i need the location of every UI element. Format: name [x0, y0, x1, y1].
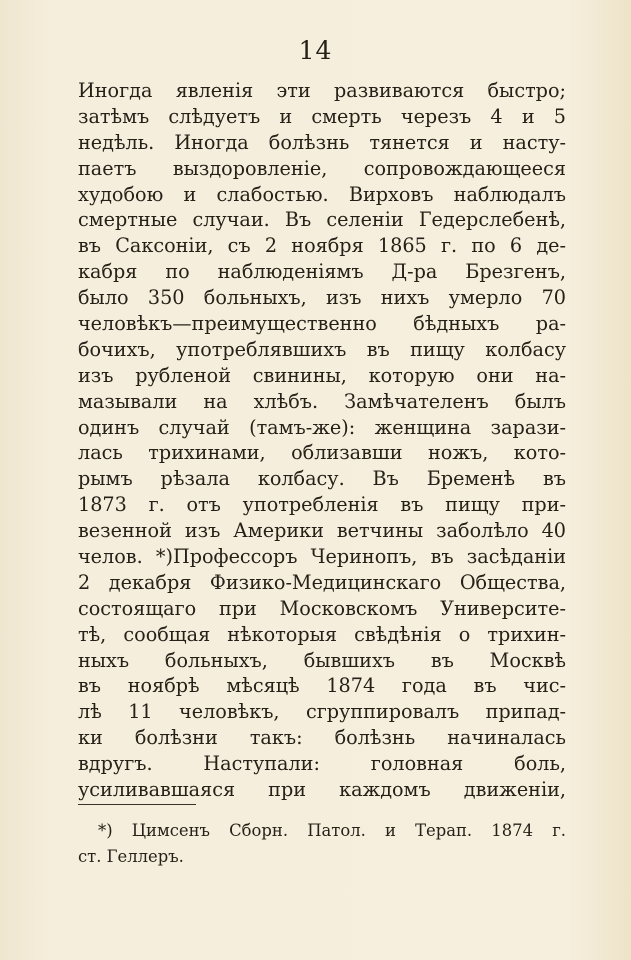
- text-line: везенной изъ Америки ветчины заболѣло 40: [78, 519, 566, 543]
- text-line: ки болѣзни такъ: болѣзнь начиналась: [78, 726, 566, 750]
- text-line: челов. *)Профессоръ Черинопъ, въ засѣданіи: [78, 545, 566, 569]
- footnote-line: ст. Геллеръ.: [78, 847, 184, 866]
- text-line: усиливавшаяся при каждомъ движеніи,: [78, 778, 566, 802]
- footnote: [78, 818, 566, 870]
- text-line: Иногда явленія эти развиваются быстро;: [78, 79, 566, 102]
- text-line: смертные случаи. Въ селеніи Гедерслебенѣ,: [78, 208, 566, 232]
- text-line: ныхъ больныхъ, бывшихъ въ Москвѣ: [78, 648, 566, 672]
- text-line: состоящаго при Московскомъ Университе-: [78, 596, 566, 620]
- text-line: одинъ случай (тамъ-же): женщина зарази-: [78, 415, 566, 439]
- text-line: затѣмъ слѣдуетъ и смерть черезъ 4 и 5: [78, 104, 566, 128]
- text-line: изъ рубленой свинины, которую они на-: [78, 363, 566, 387]
- text-line: кабря по наблюденіямъ Д-ра Брезгенъ,: [78, 260, 566, 284]
- text-line: 2 декабря Физико-Медицинскаго Общества,: [78, 570, 566, 594]
- text-line: 1873 г. отъ употребленія въ пищу при-: [78, 493, 566, 517]
- text-line: въ ноябрѣ мѣсяцѣ 1874 года въ чис-: [78, 674, 566, 698]
- text-line: въ Саксоніи, съ 2 ноября 1865 г. по 6 де-: [78, 234, 566, 258]
- page-number: 14: [298, 36, 333, 65]
- text-line: паетъ выздоровленіе, сопровождающееся: [78, 156, 566, 180]
- text-line: лѣ 11 человѣкъ, сгруппировалъ припад-: [78, 700, 566, 724]
- text-line: тѣ, сообщая нѣкоторыя свѣдѣнія о трихин-: [78, 622, 566, 646]
- text-line: вдругъ. Наступали: головная боль,: [78, 752, 566, 776]
- text-line: мазывали на хлѣбъ. Замѣчателенъ былъ: [78, 389, 566, 413]
- text-line: худобою и слабостью. Вирховъ наблюдалъ: [78, 182, 566, 206]
- text-line: рымъ рѣзала колбасу. Въ Бременѣ въ: [78, 467, 566, 491]
- text-line: лась трихинами, облизавши ножъ, кото-: [78, 441, 566, 465]
- footnote-line: *) Цимсенъ Сборн. Патол. и Терап. 1874 г.: [98, 821, 566, 840]
- body-text: [78, 78, 566, 803]
- text-line: человѣкъ—преимущественно бѣдныхъ ра-: [78, 312, 566, 336]
- text-line: недѣль. Иногда болѣзнь тянется и насту-: [78, 130, 566, 154]
- text-line: было 350 больныхъ, изъ нихъ умерло 70: [78, 286, 566, 310]
- footnote-divider: [78, 804, 196, 805]
- text-line: бочихъ, употреблявшихъ въ пищу колбасу: [78, 337, 566, 361]
